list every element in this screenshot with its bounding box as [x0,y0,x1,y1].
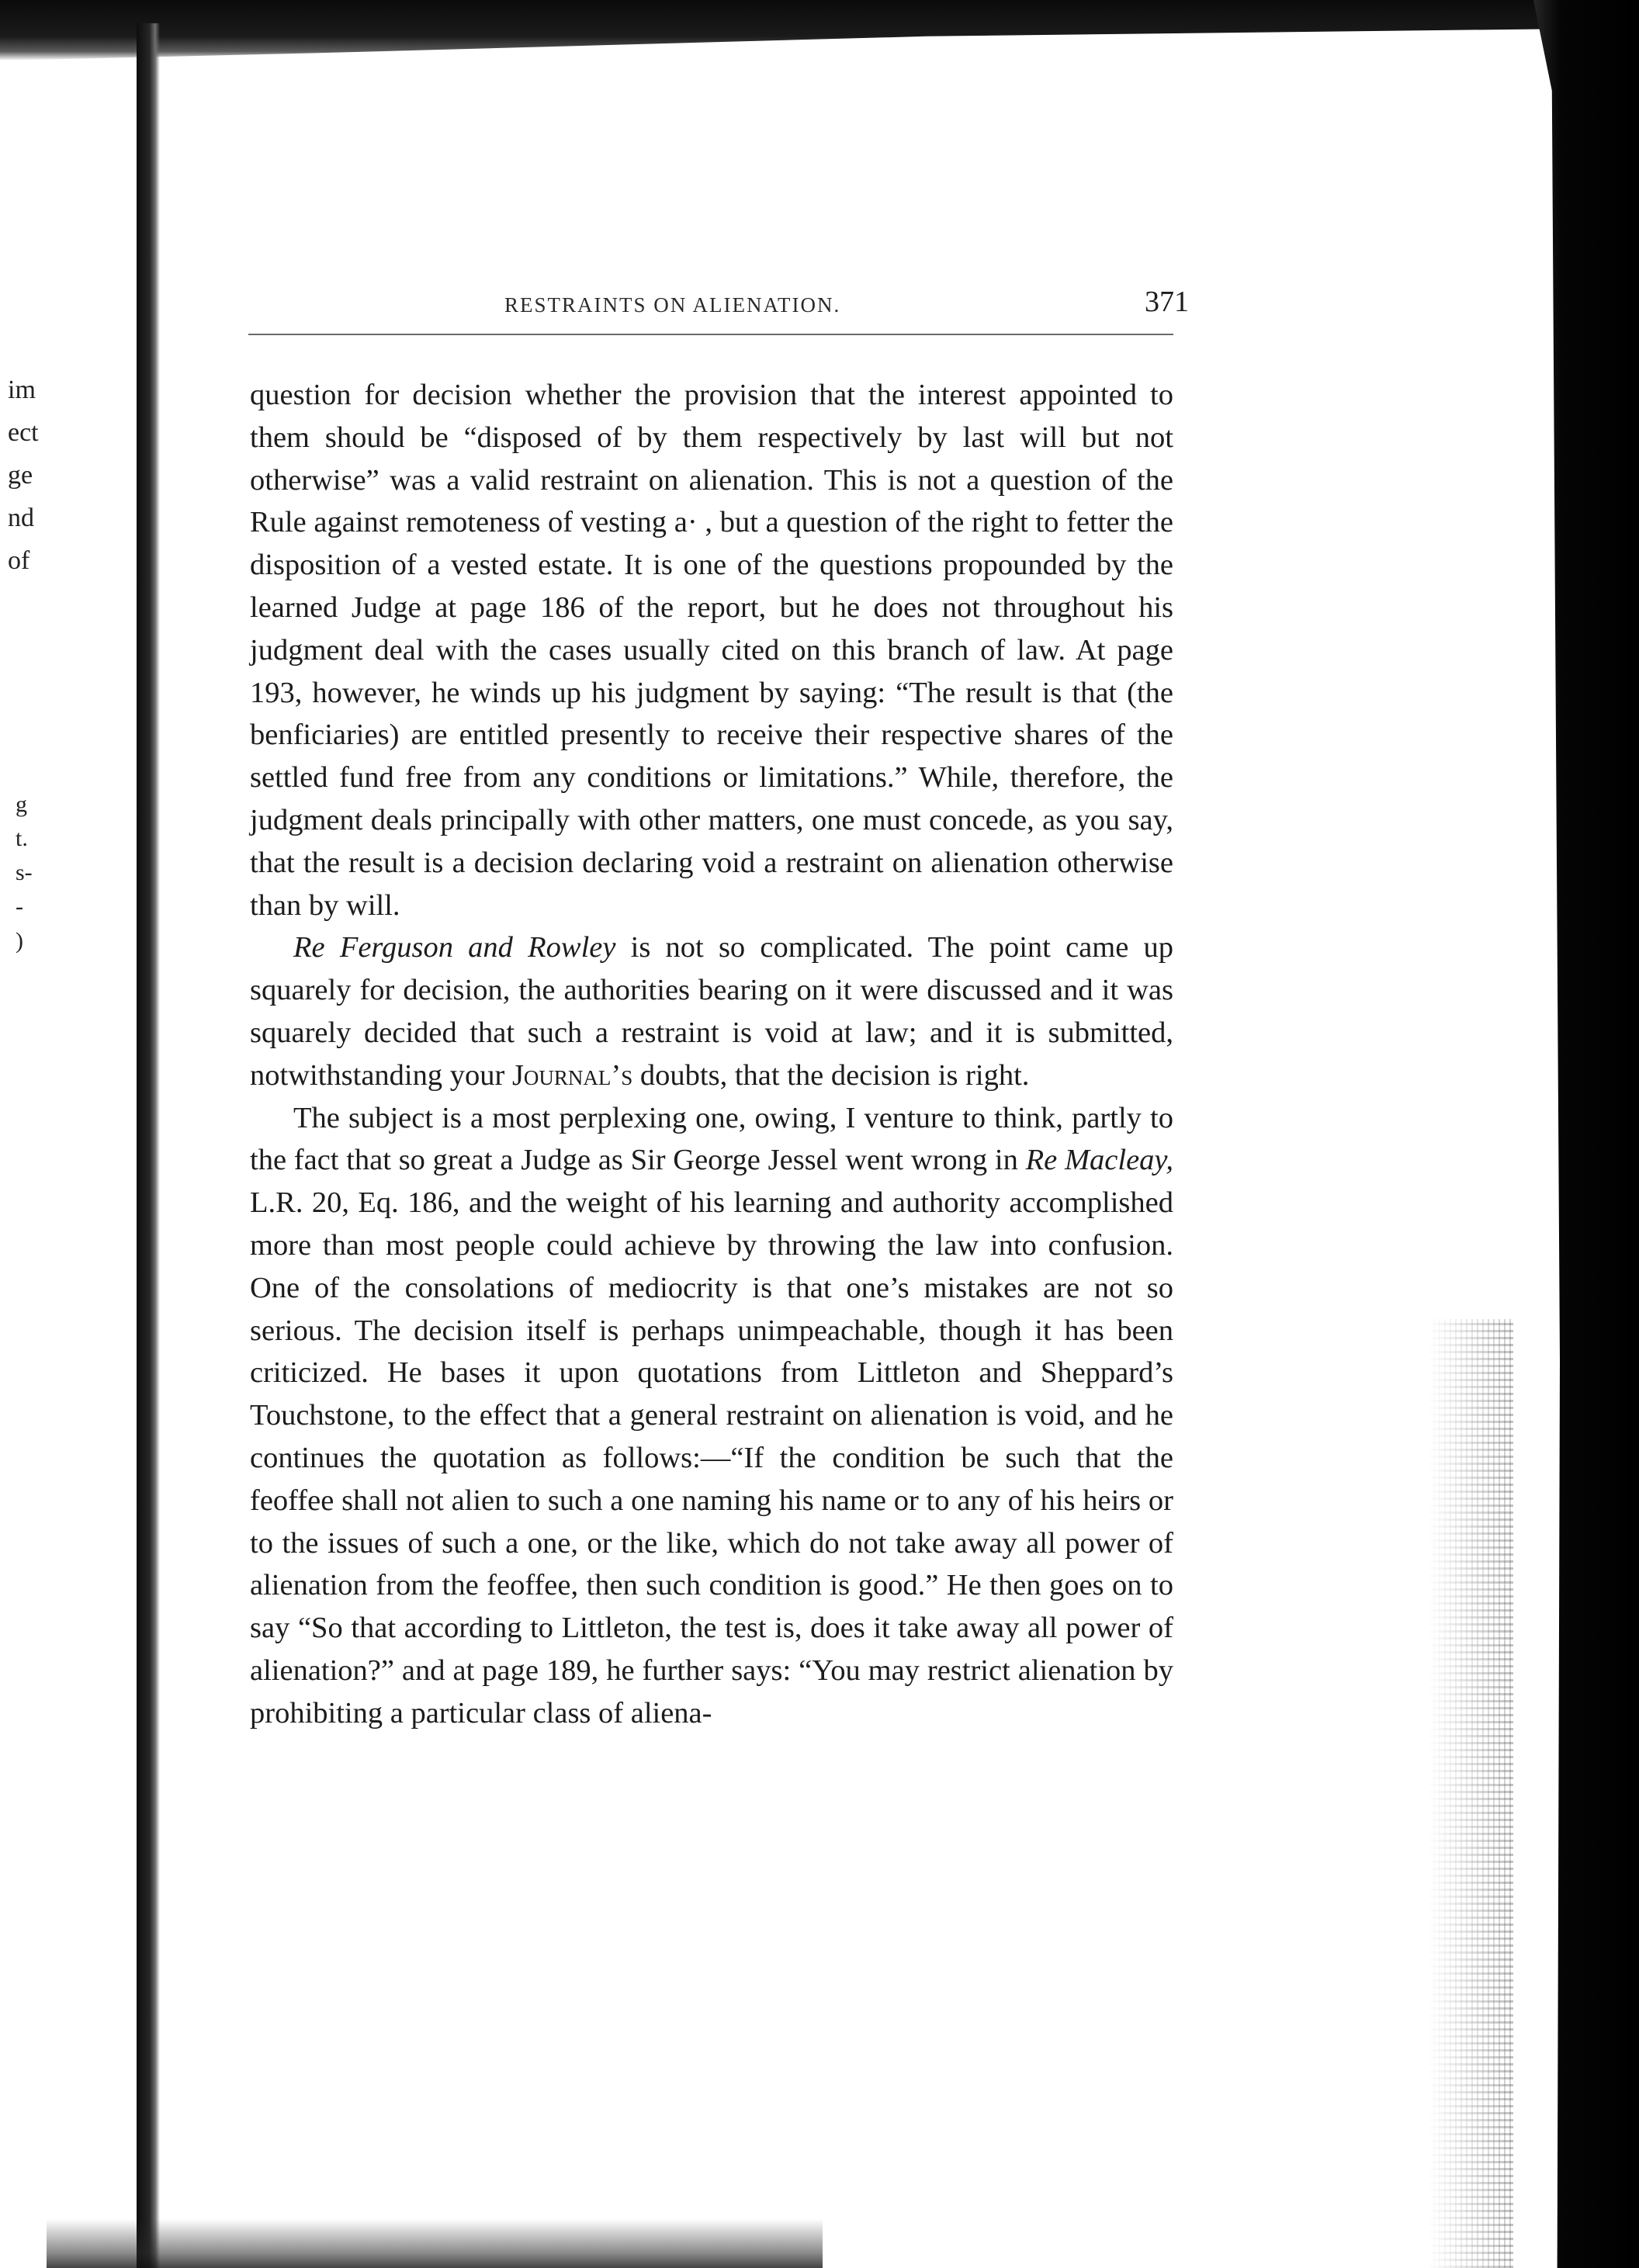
facing-page-margin-fragments [0,369,78,601]
italic-citation: Re Macleay, [1025,1144,1173,1177]
header-rule [248,334,1173,335]
italic-citation: Re Ferguson and Rowley [293,931,616,964]
margin-fragment: ge [8,461,33,490]
text-run: is not so complicated. The point came up squarely for decision, the authorities bearing on it were discussed and it was squarely decided that such a restraint is void at law; and it is submitted, notwithstanding your [250,931,1173,1092]
margin-fragment: ) [16,928,23,954]
text-run: L.R. 20, Eq. 186, and the weight of his learning and authority accomplished more than most people could achieve by throwing the law into confusion. One of the consolations of mediocrity is that one’s mistakes are not so serious. The decision itself is perhaps unimpeachable, though it has been criticized. He bases it upon quotations from Littleton and Sheppard’s Touchstone, to the effect that a general restraint on alienation is void, and he continues the quotation as follows:—“If the condition be such that the feoffee shall not alien to such a one naming his name or to any of his heirs or to the issues of such a one, or the like, which do not take away all power of alienation from the feoffee, then such condition is good.” He then goes on to say “So that according to Littleton, the test is, does it take away all power of alienation?” and at page 189, he further says: “You may restrict alienation by prohibiting a particular class of aliena- [250,1186,1173,1730]
small-caps-text: Journal’s [511,1058,633,1092]
scan-right-edge-speckle [1428,1319,1513,2268]
running-head: RESTRAINTS ON ALIENATION. [504,293,841,317]
margin-fragment: nd [8,504,34,532]
page-number: 371 [1145,286,1189,318]
margin-fragment: s- [16,860,33,885]
text-run: The subject is a most perplexing one, owing, I venture to think, partly to the fact that so great a Judge as Sir George Jessel went wrong in [250,1101,1173,1177]
facing-page-margin-fragments-lower [0,788,47,1020]
body-text [250,374,1173,1934]
margin-fragment: im [8,376,36,404]
scan-top-shadow [0,0,1544,61]
text-run: question for decision whether the provision that the interest appointed to them should be “disposed of by them respectively by last will but not otherwise” was a valid restraint on alienation. This is not a question of the Rule against remoteness of vesting a· , but a question of the right to fetter the disposition of a vested estate. It is one of the questions propounded by the learned Judge at page 186 of the report, but he does not throughout his judgment deal with the cases usually cited on this branch of law. At page 193, however, he winds up his judgment by saying: “The result is that (the benficiaries) are entitled presently to receive their respective shares of the settled fund free from any conditions or limitations.” While, therefore, the judgment deals principally with other matters, one must concede, as you say, that the result is a decision declaring void a restraint on alienation otherwise than by will. [250,379,1173,922]
margin-fragment: of [8,546,30,575]
margin-fragment: ect [8,418,39,447]
margin-fragment: g [16,791,27,817]
scan-spine-shadow [137,23,160,2268]
margin-fragment: t. [16,826,28,851]
margin-fragment: - [16,894,23,919]
paragraph-p2 [250,926,1173,1096]
scan-right-edge-shadow [1507,0,1639,2268]
text-run: doubts, that the decision is right. [632,1058,1030,1092]
paragraph-p1 [250,374,1173,926]
paragraph-p3 [250,1097,1173,1735]
scan-bottom-shadow [47,2219,823,2268]
